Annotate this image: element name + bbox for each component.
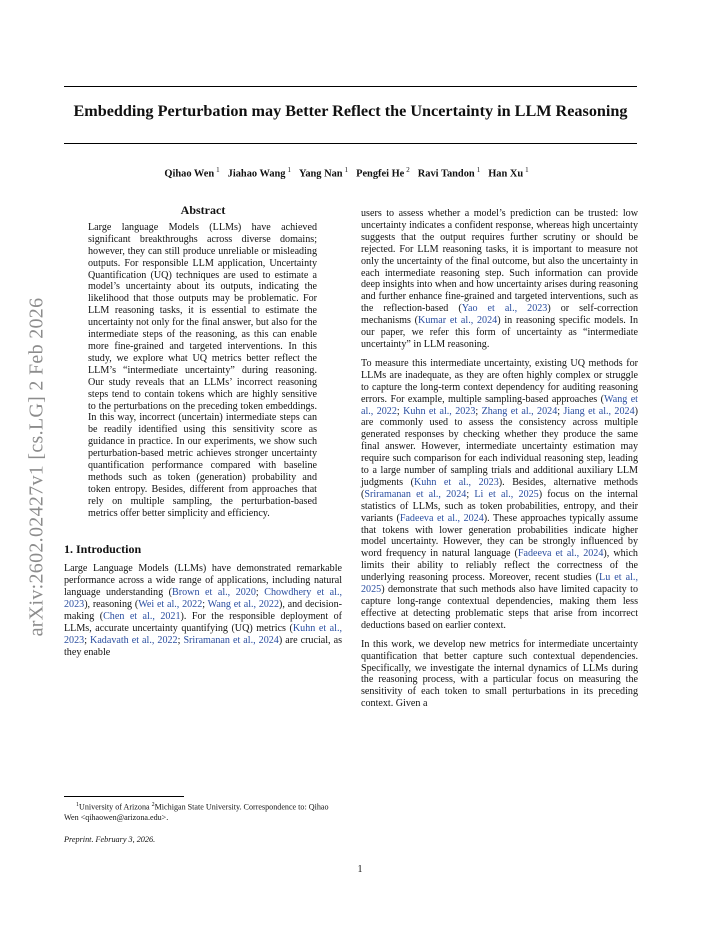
affiliation-footnote <box>64 800 342 824</box>
citation-link[interactable]: Wei et al., 2022 <box>138 599 203 611</box>
author-affiliation-mark: 1 <box>344 166 349 174</box>
paper-title: Embedding Perturbation may Better Reflect the Uncertainty in LLM Reasoning <box>73 102 628 120</box>
author-name: Ravi Tandon <box>417 168 475 180</box>
paragraph-text: ; <box>396 405 404 417</box>
paragraph-text: users to assess whether a model’s prediction can be trusted: low uncertainty indicates a confident response, whereas high uncertainty suggests that the output requires further scrutiny or should be rejected. For LLM reasoning tasks, it is important to measure not only the uncertainty of the final outcome, but also the uncertainty in each intermediate reasoning step. Such information can provide deep insights into when and how uncertainty arises during reasoning and further enhance fine-grained and targeted interventions, such as the reflection-based ( <box>361 208 638 315</box>
title-rule-bottom <box>64 143 637 144</box>
paragraph-text: ; <box>202 599 208 611</box>
paragraph-text: ) in reasoning specific models. In our paper, we refer this form of uncertainty as “intermediate uncertainty” in LLM reasoning. <box>361 315 638 350</box>
paragraph-text: ), which limits their ability to reliably reflect the correctness of the underlying reasoning process. Moreover, recent studies ( <box>361 548 638 584</box>
citation-link[interactable]: Zhang et al., 2024 <box>481 405 558 417</box>
citation-link[interactable]: Kumar et al., 2024 <box>418 315 498 327</box>
citation-link[interactable]: Kuhn et al., 2023 <box>403 405 476 417</box>
author-affiliation-mark: 1 <box>216 166 220 174</box>
footnote-text-1: University of Arizona <box>79 802 152 812</box>
left-column <box>64 205 342 659</box>
citation-link[interactable]: Yao et al., 2023 <box>461 303 548 315</box>
citation-link[interactable]: Sriramanan et al., 2024 <box>364 488 467 500</box>
paragraph-text: ) demonstrate that such methods also have limited capacity to capture long-range contextual dependencies, making them less effective at detecting problematic steps that arise from incorrect deductions based on earlier context. <box>361 584 638 631</box>
author-name: Pengfei He <box>356 168 405 180</box>
author-affiliation-mark: 1 <box>525 166 529 174</box>
paragraph-text: ) or self-correction mechanisms ( <box>361 303 638 327</box>
right-column <box>361 208 638 710</box>
author-affiliation-mark: 1 <box>476 166 481 174</box>
citation-link[interactable]: Jiang et al., 2024 <box>563 405 635 417</box>
paragraph-text: ; <box>255 587 265 599</box>
paragraph-text: ; <box>475 405 482 417</box>
citation-link[interactable]: Kuhn et al., 2023 <box>64 623 343 646</box>
right-paragraph-2 <box>361 358 638 632</box>
preprint-date: Preprint. February 3, 2026. <box>64 835 156 844</box>
title-rule-top <box>64 86 637 87</box>
paragraph-text: In this work, we develop new metrics for intermediate uncertainty quantification that better capture such contextual dependencies. Specifically, we investigate the internal dynamics of LLMs during the reasoning process, with a particular focus on measuring the sensitivity of each token to small perturbations in its preceding context. Given a <box>361 638 638 710</box>
paragraph-text: ; <box>84 634 91 646</box>
author-name: Han Xu <box>488 168 524 180</box>
paragraph-text: ) focus on the internal statistics of LLMs, such as token probabilities, entropy, and their variants ( <box>361 488 639 524</box>
intro-paragraph-1 <box>64 563 342 658</box>
citation-link[interactable]: Fadeeva et al., 2024 <box>517 548 604 560</box>
paragraph-text: ). These approaches typically assume that tokens with lower generation probabilities indicate higher model uncertainty. However, they can be strongly influenced by word frequency in natural language ( <box>361 512 638 560</box>
citation-link[interactable]: Sriramanan et al., 2024 <box>183 634 279 646</box>
right-paragraph-1 <box>361 208 638 351</box>
arxiv-stamp: arXiv:2602.02427v1 [cs.LG] 2 Feb 2026 <box>25 297 48 637</box>
abstract-heading: Abstract <box>180 203 226 217</box>
paragraph-text: ; <box>557 405 564 417</box>
paragraph-text: ). Besides, alternative methods ( <box>361 476 638 500</box>
paragraph-text: ), and decision-making ( <box>64 599 342 623</box>
citation-link[interactable]: Kuhn et al., 2023 <box>413 476 499 488</box>
footnote-sup-1: 1 <box>76 802 79 808</box>
footnote-text-2: Michigan State University. Correspondence to: Qihao Wen <qihaowen@arizona.edu>. <box>64 802 329 823</box>
paragraph-text: ) are crucial, as they enable <box>64 634 343 658</box>
author-name: Qihao Wen <box>164 168 215 180</box>
citation-link[interactable]: Chen et al., 2021 <box>103 611 181 623</box>
introduction-heading: 1. Introduction <box>64 541 142 556</box>
abstract-body: Large language Models (LLMs) have achieved significant breakthroughs across diverse domains; however, they can still produce unreliable or misleading outputs. For responsible LLM application, Uncertainty Quantification (UQ) techniques are used to estimate a model’s uncertainty about its outputs, indicating the likelihood that those outputs may be problematic. For LLM reasoning tasks, it is essential to estimate the uncertainty not only for the final answer, but also for the intermediate steps of the reasoning, as this can enable more fine-grained and targeted interventions. In this study, we explore what UQ metrics better reflect the LLM’s “intermediate uncertainty” during reasoning. Our study reveals that an LLMs’ incorrect reasoning steps tend to contain tokens which are highly sensitive to the perturbations on the preceding token embeddings. In this way, incorrect (uncertain) intermediate steps can be readily identified using this sensitivity score as guidance in practice. In our experiments, we show such perturbation-based metric achieves stronger uncertainty quantification performance compared with baseline methods such as token (generation) probability and token entropy. Besides, different from approaches that rely on multiple sampling, the perturbation-based metrics offer better simplicity and efficiency. <box>88 221 317 519</box>
citation-link[interactable]: Lu et al., 2025 <box>361 572 638 596</box>
paragraph-text: To measure this intermediate uncertainty, existing UQ methods for LLMs are inadequate, as they are often highly complex or struggle to capture the long-term context dependency for auditing reasoning errors. For example, multiple sampling-based approaches ( <box>361 357 638 405</box>
author-affiliation-mark: 1 <box>287 166 291 174</box>
author-affiliation-mark: 2 <box>406 166 410 174</box>
citation-link[interactable]: Chowdhery et al., 2023 <box>64 587 342 611</box>
author-name: Jiahao Wang <box>227 168 286 180</box>
citation-link[interactable]: Brown et al., 2020 <box>172 587 256 599</box>
paragraph-text: ; <box>177 634 184 646</box>
footnote-sup-2: 2 <box>151 802 155 808</box>
citation-link[interactable]: Wang et al., 2022 <box>207 599 280 611</box>
citation-link[interactable]: Kadavath et al., 2022 <box>90 634 178 646</box>
paragraph-text: ) are commonly used to assess the consistency across multiple generated responses by checking whether they produce the same final answer. However, intermediate uncertainty estimation may require such comparison for each individual reasoning step, leading to a large number of sampling trials and additional auxiliary LLM judgments ( <box>361 405 638 488</box>
footnote-rule <box>64 796 184 797</box>
paragraph-text: ), reasoning ( <box>84 599 139 611</box>
right-paragraph-3 <box>361 639 638 710</box>
author-list <box>64 166 637 179</box>
citation-link[interactable]: Li et al., 2025 <box>474 488 539 500</box>
author-name: Yang Nan <box>298 168 343 180</box>
citation-link[interactable]: Wang et al., 2022 <box>361 393 638 417</box>
paragraph-text: Large Language Models (LLMs) have demonstrated remarkable performance across a wide range of applications, including natural language understanding ( <box>64 563 342 599</box>
paragraph-text: ). For the responsible deployment of LLMs, accurate uncertainty quantifying (UQ) metrics ( <box>64 611 342 634</box>
page-number: 1 <box>357 864 363 875</box>
paragraph-text: ; <box>466 488 475 500</box>
citation-link[interactable]: Fadeeva et al., 2024 <box>399 512 484 524</box>
